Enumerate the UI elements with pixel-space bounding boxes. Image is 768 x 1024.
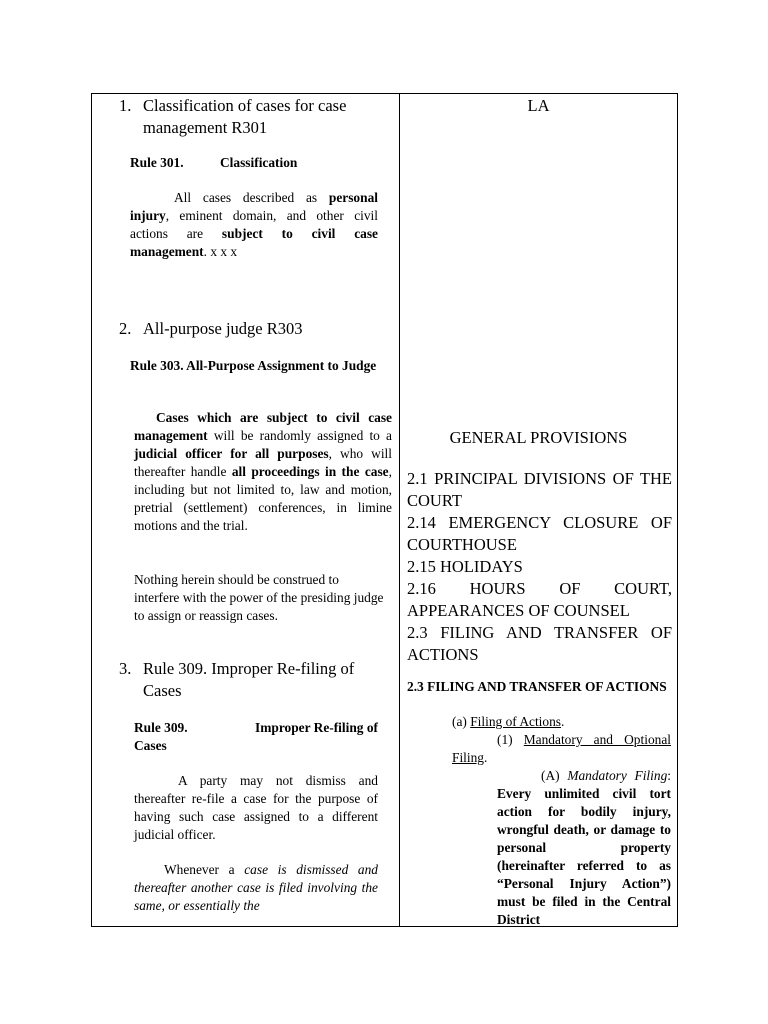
toc-list bbox=[407, 468, 672, 666]
section-3-heading-line1: Rule 309. Improper Re-filing of bbox=[143, 659, 355, 678]
right-column bbox=[400, 94, 677, 926]
section-3-number: 3. bbox=[119, 659, 132, 678]
general-provisions-heading: GENERAL PROVISIONS bbox=[449, 428, 628, 447]
rule-309-label: Rule 309. bbox=[134, 720, 188, 735]
rule-309-title-line2: Cases bbox=[134, 738, 167, 753]
section-3-heading bbox=[143, 658, 398, 702]
rule-301-label: Rule 301. bbox=[130, 155, 184, 170]
section-2-number: 2. bbox=[119, 319, 132, 338]
rule-301-paragraph: All cases described as personal injury, eminent domain, and other civil actions are subject to civil case management. x x x bbox=[130, 190, 378, 259]
filing-of-actions: (a) Filing of Actions. bbox=[452, 714, 565, 729]
la-label: LA bbox=[527, 96, 550, 115]
toc-item: 2.3 FILING AND TRANSFER OF ACTIONS bbox=[407, 623, 672, 664]
toc-item: 2.1 PRINCIPAL DIVISIONS OF THE COURT bbox=[407, 469, 672, 510]
mandatory-optional-filing-link: Mandatory and Optional Filing bbox=[452, 732, 671, 765]
rule-301-title: Classification bbox=[220, 155, 298, 170]
rule-309-paragraph-1: A party may not dismiss and thereafter re-file a case for the purpose of having such case assigned to a different judicial officer. bbox=[134, 773, 378, 842]
comparison-table bbox=[91, 93, 678, 927]
section-1-heading-line2: management R301 bbox=[143, 118, 268, 137]
toc-item: 2.14 EMERGENCY CLOSURE OF COURTHOUSE bbox=[407, 513, 672, 554]
rule-309-paragraph-2: Whenever a case is dismissed and thereafter another case is filed involving the same, or essentially the bbox=[134, 862, 378, 913]
filing-of-actions-link: Filing of Actions bbox=[470, 714, 561, 729]
section-1-heading bbox=[143, 95, 393, 139]
mandatory-filing-paragraph: (A) Mandatory Filing: Every unlimited civil tort action for bodily injury, wrongful death, or damage to personal property (hereinafter referred to as “Personal Injury Action”) must be filed in the Central District bbox=[497, 768, 671, 926]
section-3-heading-line2: Cases bbox=[143, 681, 182, 700]
toc-item: 2.16 HOURS OF COURT, APPEARANCES OF COUNSEL bbox=[407, 579, 672, 620]
rule-303-paragraph-2: Nothing herein should be construed to interfere with the power of the presiding judge to assign or reassign cases. bbox=[134, 572, 384, 623]
mandatory-optional-filing: (1) Mandatory and Optional Filing. bbox=[452, 732, 671, 765]
section-1-heading-line1: Classification of cases for case bbox=[143, 96, 347, 115]
section-2-3-title: 2.3 FILING AND TRANSFER OF ACTIONS bbox=[407, 679, 667, 694]
toc-item: 2.15 HOLIDAYS bbox=[407, 557, 523, 576]
section-1-number: 1. bbox=[119, 96, 132, 115]
rule-303-paragraph-1: Cases which are subject to civil case management will be randomly assigned to a judicial officer for all purposes, who will thereafter handle all proceedings in the case, including but not limited to, law and motion, pretrial (settlement) conferences, in limine motions and the trial. bbox=[134, 410, 392, 533]
rule-303-heading: Rule 303. All-Purpose Assignment to Judge bbox=[130, 358, 377, 373]
rule-309-title: Improper Re-filing of bbox=[255, 720, 378, 735]
section-2-heading: All-purpose judge R303 bbox=[143, 319, 303, 338]
left-column bbox=[92, 94, 400, 926]
